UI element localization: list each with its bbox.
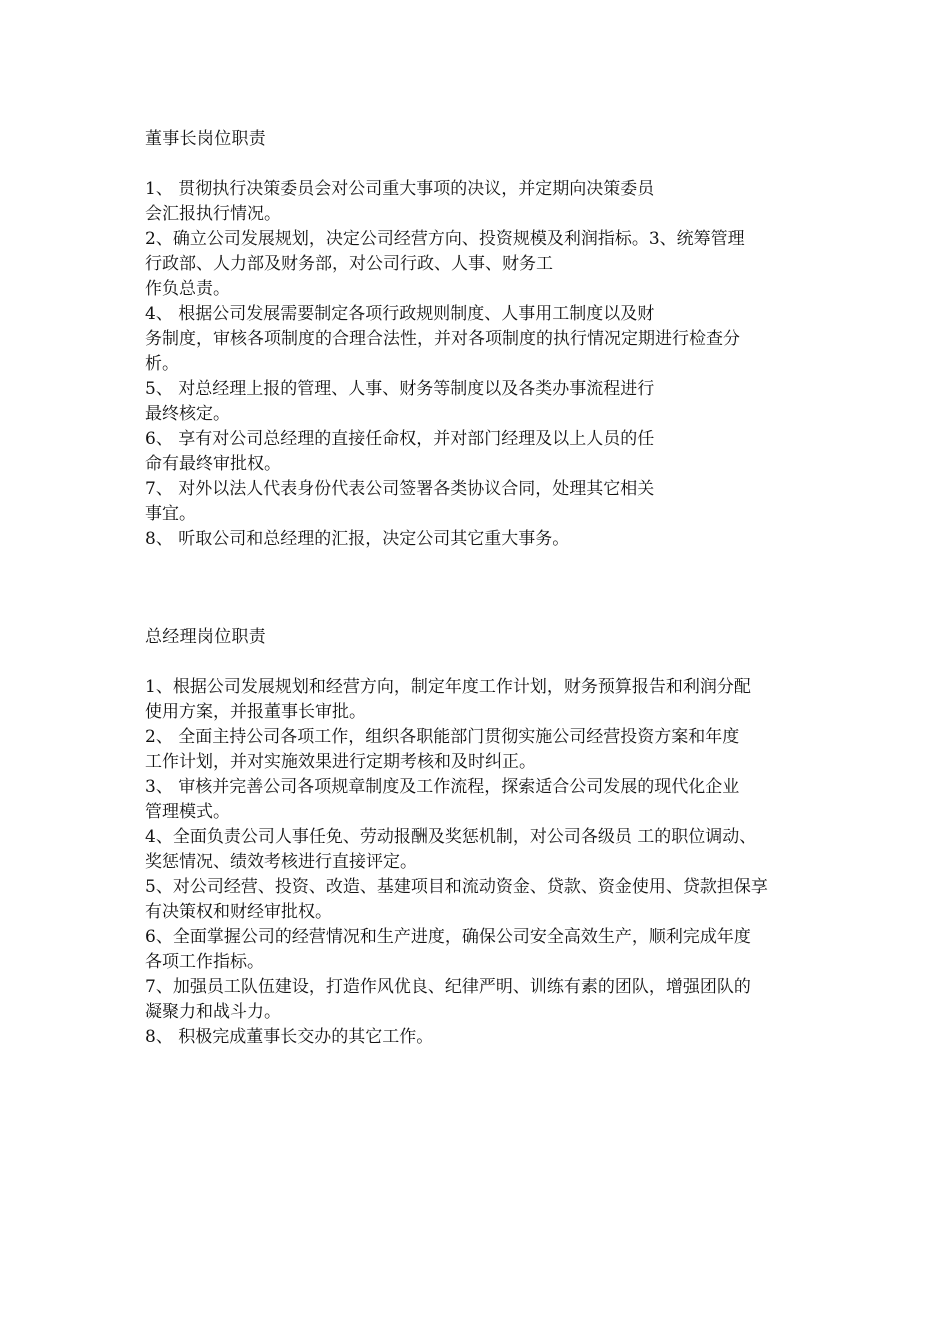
paragraph-line: 8、 听取公司和总经理的汇报，决定公司其它重大事务。: [145, 529, 570, 549]
paragraph-line: 3、 审核并完善公司各项规章制度及工作流程，探索适合公司发展的现代化企业: [145, 777, 740, 797]
paragraph-line: 1、根据公司发展规划和经营方向，制定年度工作计划，财务预算报告和利润分配: [145, 677, 751, 697]
paragraph-line: 务制度，审核各项制度的合理合法性，并对各项制度的执行情况定期进行检查分: [145, 329, 740, 349]
paragraph-line: 各项工作指标。: [145, 952, 264, 972]
paragraph-line: 7、加强员工队伍建设，打造作风优良、纪律严明、训练有素的团队，增强团队的: [145, 977, 751, 997]
section-title: 总经理岗位职责: [145, 627, 267, 647]
chairman-duties-section: [145, 127, 815, 552]
paragraph-line: 7、 对外以法人代表身份代表公司签署各类协议合同，处理其它相关: [145, 479, 655, 499]
general-manager-duties-section: [145, 625, 815, 1050]
paragraph-line: 5、对公司经营、投资、改造、基建项目和流动资金、贷款、资金使用、贷款担保享: [145, 877, 768, 897]
paragraph-line: 1、 贯彻执行决策委员会对公司重大事项的决议，并定期向决策委员: [145, 179, 655, 199]
paragraph-line: 行政部、人力部及财务部，对公司行政、人事、财务工: [145, 254, 553, 274]
paragraph-line: 4、 根据公司发展需要制定各项行政规则制度、人事用工制度以及财: [145, 304, 655, 324]
paragraph-line: 有决策权和财经审批权。: [145, 902, 332, 922]
paragraph-line: 命有最终审批权。: [145, 454, 281, 474]
paragraph-line: 会汇报执行情况。: [145, 204, 281, 224]
paragraph-line: 2、 全面主持公司各项工作，组织各职能部门贯彻实施公司经营投资方案和年度: [145, 727, 740, 747]
paragraph-line: 凝聚力和战斗力。: [145, 1002, 281, 1022]
paragraph-line: 析。: [145, 354, 179, 374]
section-title: 董事长岗位职责: [145, 129, 267, 149]
paragraph-line: 6、全面掌握公司的经营情况和生产进度，确保公司安全高效生产，顺利完成年度: [145, 927, 751, 947]
paragraph-line: 2、确立公司发展规划，决定公司经营方向、投资规模及利润指标。3、统筹管理: [145, 229, 745, 249]
paragraph-line: 作负总责。: [145, 279, 230, 299]
paragraph-line: 工作计划，并对实施效果进行定期考核和及时纠正。: [145, 752, 536, 772]
paragraph-line: 奖惩情况、绩效考核进行直接评定。: [145, 852, 417, 872]
paragraph-line: 4、全面负责公司人事任免、劳动报酬及奖惩机制，对公司各级员 工的职位调动、: [145, 827, 757, 847]
paragraph-line: 5、 对总经理上报的管理、人事、财务等制度以及各类办事流程进行: [145, 379, 655, 399]
paragraph-line: 管理模式。: [145, 802, 230, 822]
paragraph-line: 6、 享有对公司总经理的直接任命权，并对部门经理及以上人员的任: [145, 429, 655, 449]
paragraph-line: 8、 积极完成董事长交办的其它工作。: [145, 1027, 434, 1047]
paragraph-line: 使用方案，并报董事长审批。: [145, 702, 366, 722]
paragraph-line: 事宜。: [145, 504, 196, 524]
paragraph-line: 最终核定。: [145, 404, 230, 424]
